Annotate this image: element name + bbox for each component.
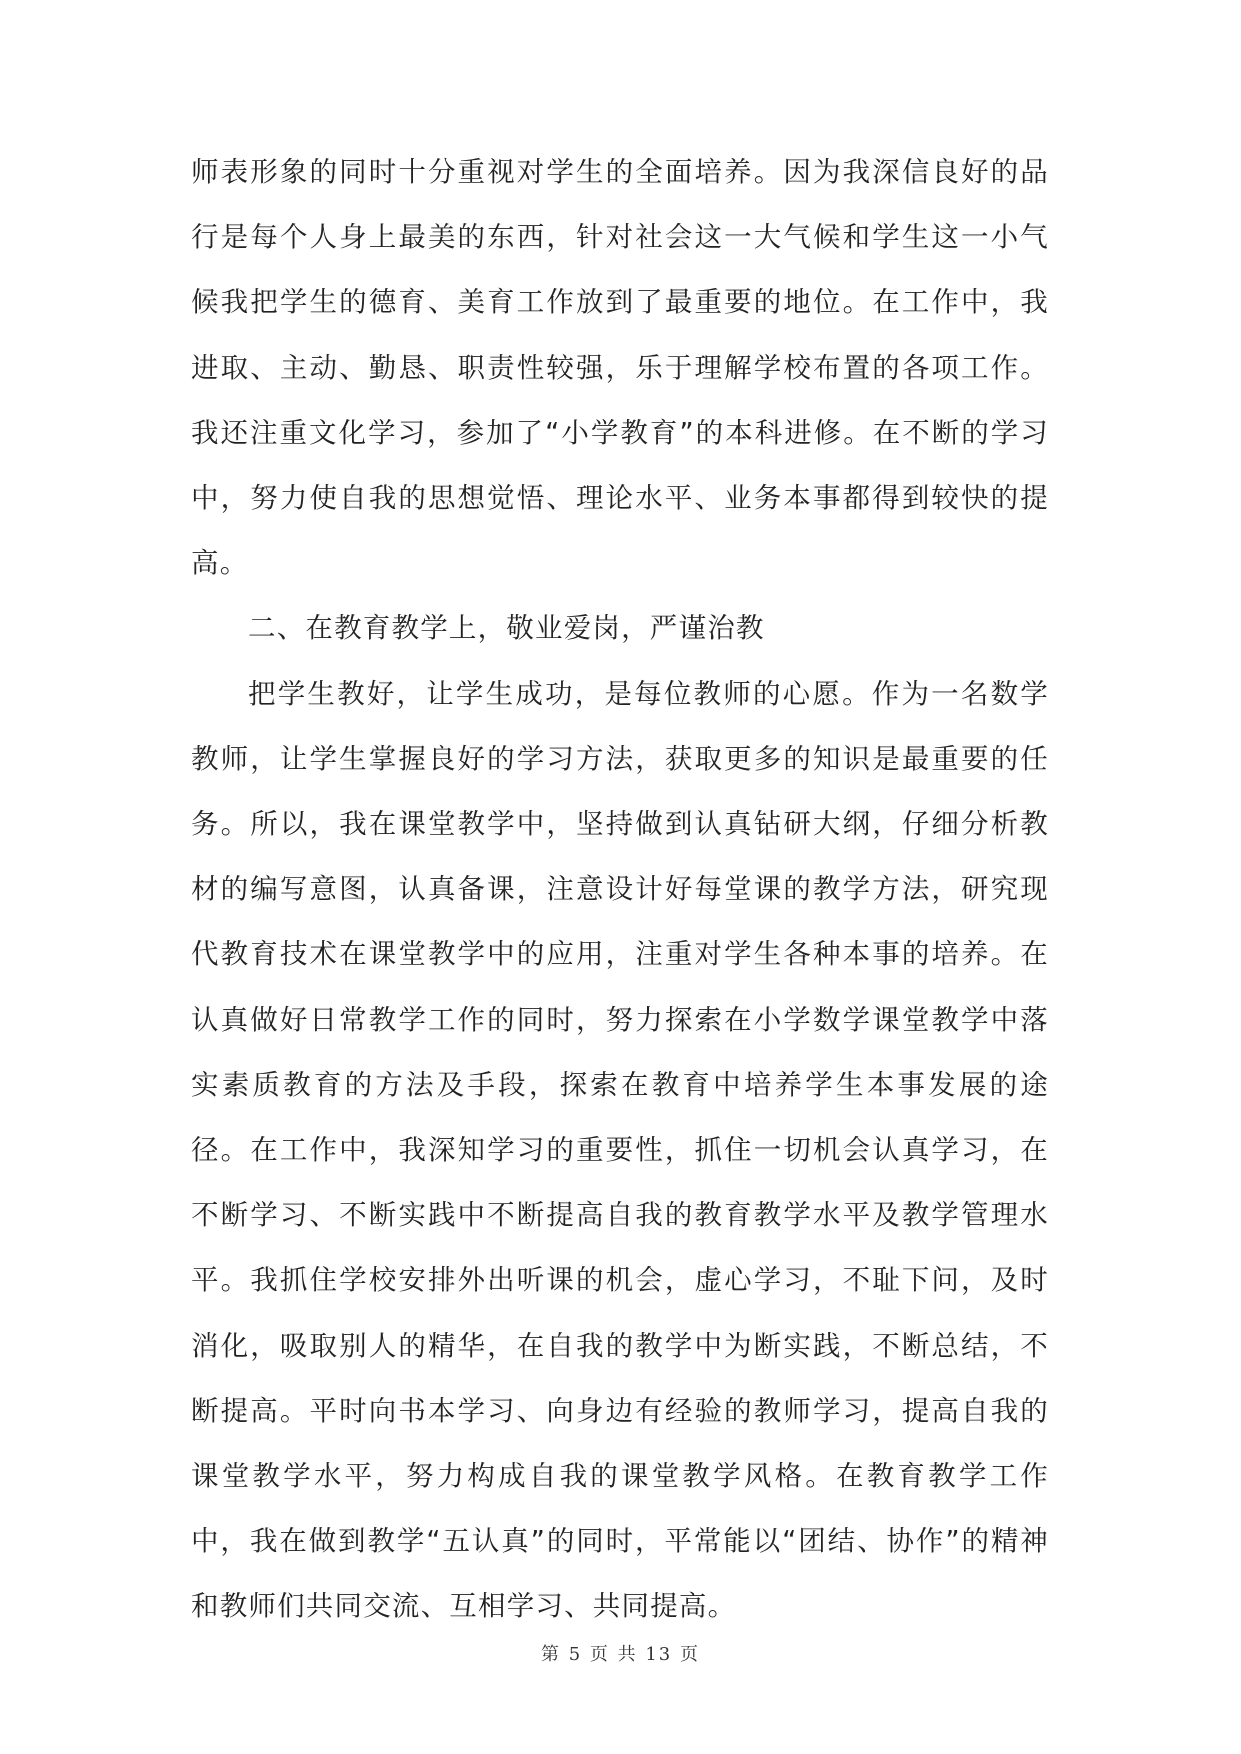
document-body: [191, 140, 1049, 1640]
section-heading: 二、在教育教学上，敬业爱岗，严谨治教: [248, 612, 765, 645]
paragraph-teaching: 把学生教好，让学生成功，是每位教师的心愿。作为一名数学教师，让学生掌握良好的学习方法，获取更多的知识是最重要的任务。所以，我在课堂教学中，坚持做到认真钻研大纲，仔细分析教材的编写意图，认真备课，注意设计好每堂课的教学方法，研究现代教育技术在课堂教学中的应用，注重对学生各种本事的培养。在认真做好日常教学工作的同时，努力探索在小学数学课堂教学中落实素质教育的方法及手段，探索在教育中培养学生本事发展的途径。在工作中，我深知学习的重要性，抓住一切机会认真学习，在不断学习、不断实践中不断提高自我的教育教学水平及教学管理水平。我抓住学校安排外出听课的机会，虚心学习，不耻下问，及时消化，吸取别人的精华，在自我的教学中为断实践，不断总结，不断提高。平时向书本学习、向身边有经验的教师学习，提高自我的课堂教学水平，努力构成自我的课堂教学风格。在教育教学工作中，我在做到教学“五认真”的同时，平常能以“团结、协作”的精神和教师们共同交流、互相学习、共同提高。: [191, 677, 1049, 1623]
page-number-footer: 第 5 页 共 13 页: [541, 1644, 700, 1665]
paragraph-continuation: 师表形象的同时十分重视对学生的全面培养。因为我深信良好的品行是每个人身上最美的东西，针对社会这一大气候和学生这一小气候我把学生的德育、美育工作放到了最重要的地位。在工作中，我进取、主动、勤恳、职责性较强，乐于理解学校布置的各项工作。我还注重文化学习，参加了“小学教育”的本科进修。在不断的学习中，努力使自我的思想觉悟、理论水平、业务本事都得到较快的提高。: [191, 156, 1049, 580]
